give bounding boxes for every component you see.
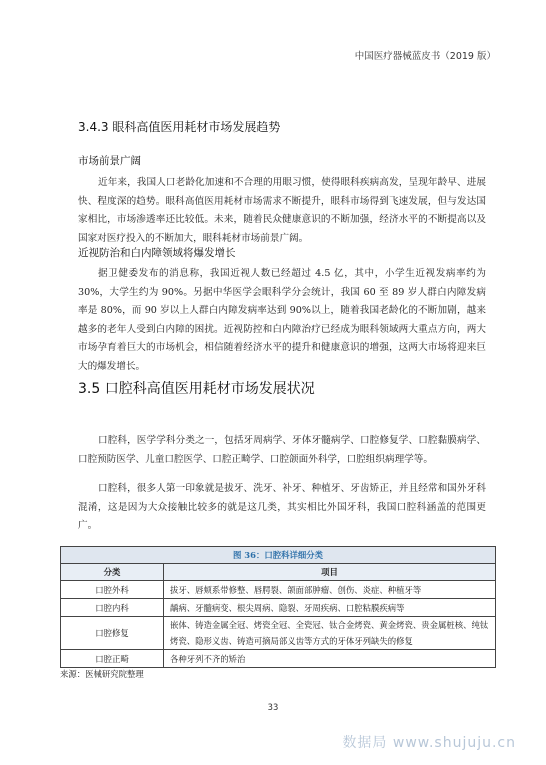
- figure-source: 来源：医械研究院整理: [60, 669, 144, 679]
- table-row: [61, 599, 496, 617]
- page-number: 33: [267, 702, 279, 712]
- section-title-3-5: 3.5 口腔科高值医用耗材市场发展状况: [78, 381, 315, 397]
- table-cell-category: 口腔内科: [61, 599, 164, 617]
- watermark: 数据局 www.shujuju.cn: [342, 735, 516, 751]
- table-cell-items: 龋病、牙髓病变、根尖周病、隐裂、牙周疾病、口腔粘膜疾病等: [164, 599, 496, 617]
- running-header: 中国医疗器械蓝皮书（2019 版）: [354, 51, 496, 62]
- column-header-category: 分类: [61, 564, 164, 581]
- table-row: [61, 581, 496, 599]
- table-cell-items: 拔牙、唇颊系带修整、唇腭裂、颌面部肿瘤、创伤、炎症、种植牙等: [164, 581, 496, 599]
- column-header-items: 项目: [164, 564, 496, 581]
- table-row: [61, 617, 496, 650]
- table-cell-items: 各种牙列不齐的矫治: [164, 650, 496, 668]
- paragraph-myopia-cataract: 据卫健委发布的消息称，我国近视人数已经超过 4.5 亿，其中，小学生近视发病率约为 30%，大学生约为 90%。另据中华医学会眼科学分会统计，我国 60 至 89 岁人群白内障发病率是 80%，而 90 岁以上人群白内障发病率达到 90%以上，随着我国老龄化的不断加剧，越来越多的老年人受到白内障的困扰。近视防控和白内障治疗已经成为眼科领域两大重点方向，两大市场孕育着巨大的市场机会，相信随着经济水平的提升和健康意识的增强，这两大市场将迎来巨大的爆发增长。: [78, 268, 486, 372]
- paragraph-dental-intro: 口腔科，医学学科分类之一，包括牙周病学、牙体牙髓病学、口腔修复学、口腔黏膜病学、口腔预防医学、儿童口腔医学、口腔正畸学、口腔颌面外科学，口腔组织病理学等。: [78, 435, 486, 465]
- table-cell-items: 嵌体、铸造金属全冠、烤瓷全冠、全瓷冠、钛合金烤瓷、黄金烤瓷、贵金属桩核、纯钛烤瓷、隐形义齿、铸造可摘局部义齿等方式的牙体牙列缺失的修复: [164, 617, 496, 650]
- table-row: [61, 650, 496, 668]
- subheading-market-outlook: 市场前景广阔: [78, 155, 141, 167]
- paragraph-market-outlook: 近年来，我国人口老龄化加速和不合理的用眼习惯，使得眼科疾病高发，呈现年龄早、进展快、程度深的趋势。眼科高值医用耗材市场需求不断提升，眼科市场得到飞速发展，但与发达国家相比，市场渗透率还比较低。未来，随着民众健康意识的不断加强，经济水平的不断提高以及国家对医疗投入的不断加大，眼科耗材市场前景广阔。: [78, 177, 486, 244]
- table-cell-category: 口腔外科: [61, 581, 164, 599]
- figure-caption: 图 36：口腔科详细分类: [61, 547, 496, 564]
- dental-classification-table: [60, 546, 496, 668]
- subheading-myopia-cataract: 近视防治和白内障领域将爆发增长: [78, 247, 236, 259]
- table-cell-category: 口腔修复: [61, 617, 164, 650]
- section-title-3-4-3: 3.4.3 眼科高值医用耗材市场发展趋势: [78, 120, 281, 134]
- paragraph-dental-scope: 口腔科，很多人第一印象就是拔牙、洗牙、补牙、种植牙、牙齿矫正，并且经常和国外牙科混淆，这是因为大众接触比较多的就是这几类，其实相比外国牙科，我国口腔科涵盖的范围更广。: [78, 483, 486, 532]
- table-cell-category: 口腔正畸: [61, 650, 164, 668]
